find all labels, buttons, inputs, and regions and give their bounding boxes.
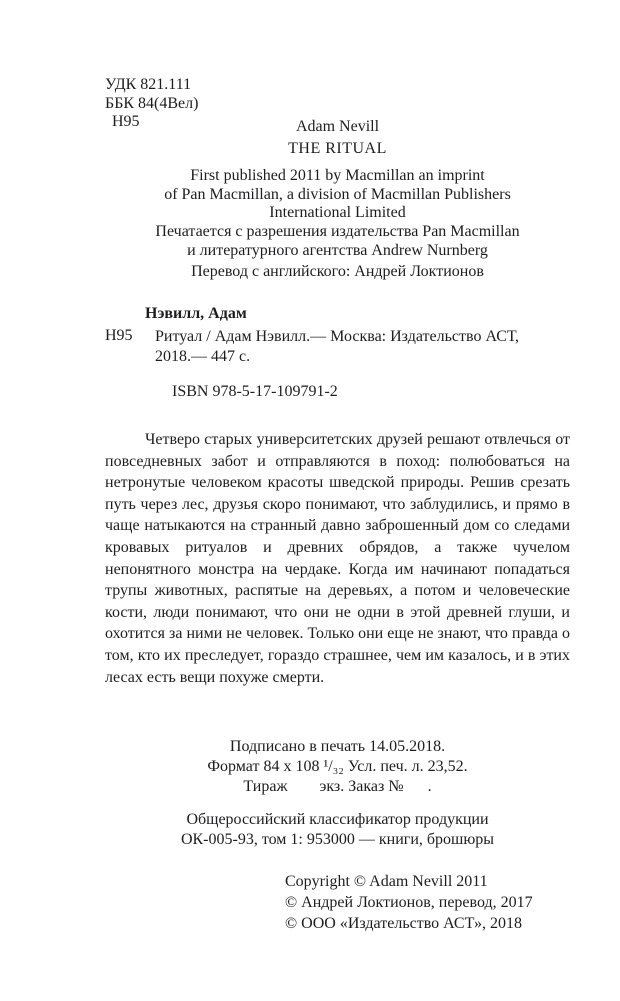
udc-number: УДК 821.111: [105, 76, 192, 93]
first-published-line-1: First published 2011 by Macmillan an imprint: [190, 167, 485, 184]
catalog-entry-line-1: Ритуал / Адам Нэвилл.— Москва: Издательство АСТ,: [155, 328, 520, 345]
author-sign-code: Н95: [112, 113, 140, 130]
original-title: THE RITUAL: [288, 140, 387, 157]
permission-block: [105, 223, 570, 260]
copyright-line-2: © Андрей Локтионов, перевод, 2017: [285, 894, 533, 912]
format-line: Формат 84 х 108 ¹/₃₂ Усл. печ. л. 23,52.: [207, 758, 468, 775]
first-published-line-2: of Pan Macmillan, a division of Macmillan Publishers: [164, 185, 511, 203]
copyright-block: [285, 871, 533, 935]
copyright-line-3: © ООО «Издательство АСТ», 2018: [285, 915, 522, 933]
isbn: ISBN 978-5-17-109791-2: [172, 383, 338, 400]
bbk-number: ББК 84(4Вел): [105, 94, 199, 112]
first-published-line-3: International Limited: [269, 204, 406, 221]
catalog-code: Н95: [105, 327, 133, 344]
classifier-block: [105, 810, 570, 849]
first-published-block: [105, 167, 570, 223]
original-author: Adam Nevill: [295, 118, 380, 135]
permission-line-2: и литературного агентства Andrew Nurnberg: [187, 241, 488, 259]
classifier-line-1: Общероссийский классификатор продукции: [186, 811, 489, 828]
copyright-line-1: Copyright © Adam Nevill 2011: [285, 873, 488, 890]
permission-line-1: Печатается с разрешения издательства Pan Macmillan: [155, 223, 520, 240]
print-date-line: Подписано в печать 14.05.2018.: [229, 738, 446, 755]
print-run-line: Тираж экз. Заказ № .: [243, 778, 432, 795]
annotation: Четверо старых университетских друзей решают отвлечься от повседневных забот и отправляются в поход: полюбоваться на нетронутые человеком красоты шведской природы. Решив срезать путь через лес, друзья скоро понимают, что заблудились, и прямо в чаще натыкаются на странный давно заброшенный дом со следами кровавых ритуалов и древних обрядов, а также чучелом непонятного монстра на чердаке. Когда им начинают попадаться трупы животных, распятые на деревьях, а потом и человеческие кости, люди понимают, что они не одни в этой древней глуши, и охотится за ними не человек. Только они еще не знают, что правда о том, кто их преследует, гораздо страшнее, чем им казалось, и в этих лесах есть вещи похуже смерти.: [105, 431, 570, 686]
catalog-entry: [155, 327, 575, 366]
catalog-author: Нэвилл, Адам: [145, 305, 247, 322]
translator-credit: Перевод с английского: Андрей Локтионов: [191, 263, 484, 280]
catalog-entry-line-2: 2018.— 447 с.: [155, 347, 251, 365]
classifier-line-2: ОК-005-93, том 1: 953000 — книги, брошюры: [180, 830, 495, 848]
print-info-block: [105, 737, 570, 797]
